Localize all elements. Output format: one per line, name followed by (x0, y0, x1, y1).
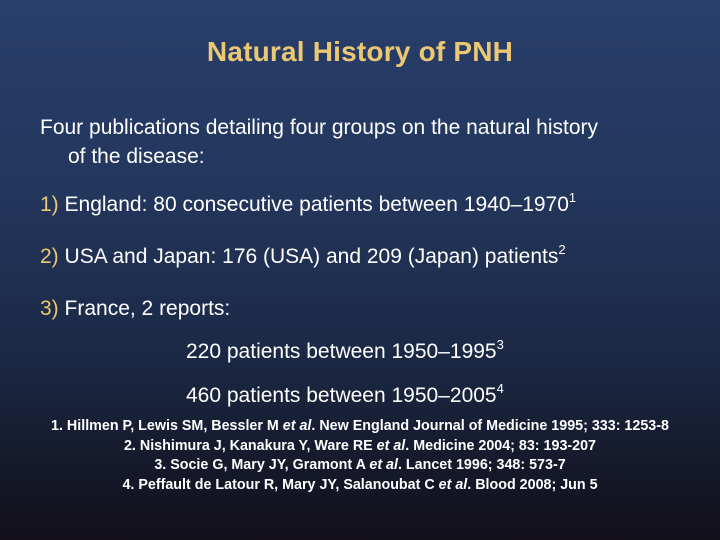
reference-4: 4. Peffault de Latour R, Mary JY, Salanoubat C et al. Blood 2008; Jun 5 (122, 476, 598, 493)
reference-1: 1. Hillmen P, Lewis SM, Bessler M et al. New England Journal of Medicine 1995; 333: 1253-8 (51, 418, 669, 434)
sub-item-text: 460 patients between 1950–2005 (186, 384, 497, 407)
list-text: England: 80 consecutive patients between 1940–1970 (58, 193, 569, 216)
footnote-ref: 1 (568, 190, 577, 205)
sub-item-report-1 (186, 337, 504, 364)
list-text: USA and Japan: 176 (USA) and 209 (Japan) patients (58, 245, 559, 268)
footnote-ref: 4 (496, 381, 504, 396)
list-number: 2) (40, 245, 59, 268)
list-number: 3) (40, 297, 59, 320)
intro-line-1: Four publications detailing four groups on the natural history (40, 116, 598, 139)
slide-title: Natural History of PNH (206, 36, 514, 67)
list-item-france (40, 297, 230, 321)
references (0, 417, 720, 495)
list-number: 1) (40, 193, 59, 216)
list-item-usa-japan (40, 242, 566, 269)
footnote-ref: 2 (558, 242, 566, 257)
intro-paragraph (40, 113, 700, 171)
list-item-england (40, 190, 577, 217)
footnote-ref: 3 (496, 337, 504, 352)
reference-2: 2. Nishimura J, Kanakura Y, Ware RE et al. Medicine 2004; 83: 193-207 (123, 437, 597, 454)
reference-3: 3. Socie G, Mary JY, Gramont A et al. Lancet 1996; 348: 573-7 (154, 457, 566, 473)
sub-item-text: 220 patients between 1950–1995 (186, 340, 497, 363)
sub-item-report-2 (186, 381, 504, 408)
intro-line-2: of the disease: (68, 145, 205, 168)
list-text: France, 2 reports: (58, 297, 231, 320)
